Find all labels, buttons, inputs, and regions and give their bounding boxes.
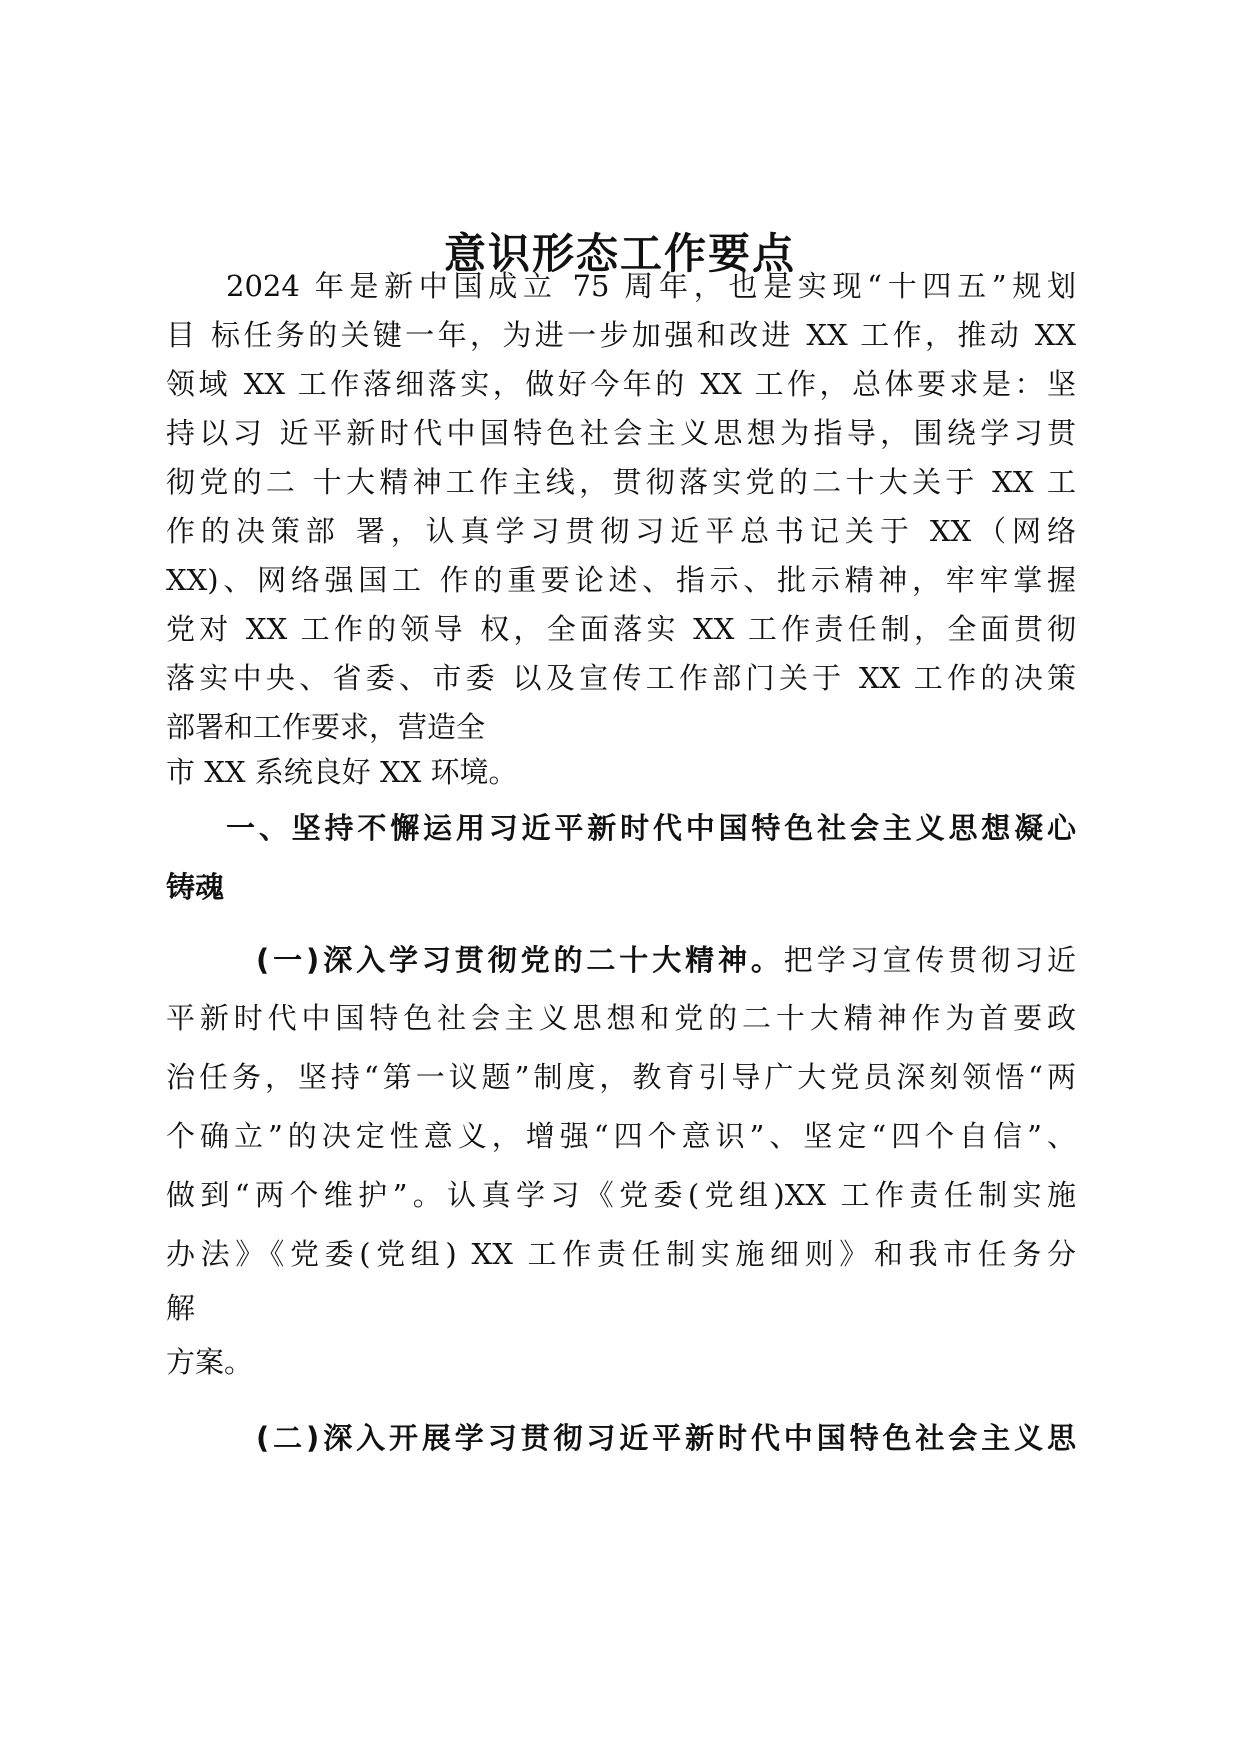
intro-line-5: 彻党的二 十大精神工作主线，贯彻落实党的二十大关于 XX 工 <box>166 465 1076 499</box>
subsection-1-line-2: 平新时代中国特色社会主义思想和党的二十大精神作为首要政 <box>166 1001 1076 1035</box>
subsection-1-first-line <box>256 940 1076 980</box>
subsection-1-line-5: 做到“两个维护”。认真学习《党委(党组)XX 工作责任制实施 <box>166 1178 1076 1212</box>
subsection-1-line-4: 个确立”的决定性意义，增强“四个意识”、坚定“四个自信”、 <box>166 1119 1076 1153</box>
intro-line-6: 作的决策部 署，认真学习贯彻习近平总书记关于 XX（网络 <box>166 514 1076 548</box>
intro-line-1: 2024 年是新中国成立 75 周年，也是实现“十四五”规划 <box>226 269 1076 303</box>
subsection-1-line-6: 办法》《党委(党组) XX 工作责任制实施细则》和我市任务分 <box>166 1237 1076 1271</box>
subsection-1-line-7: 解 <box>166 1291 196 1325</box>
document-title: 意识形态工作要点 <box>443 229 796 278</box>
intro-line-4: 持以习 近平新时代中国特色社会主义思想为指导，围绕学习贯 <box>166 416 1076 450</box>
subsection-1-first-line-text: 把学习宣传贯彻习近 <box>783 943 1076 977</box>
section-heading-1: 一、坚持不懈运用习近平新时代中国特色社会主义思想凝心 <box>226 811 1076 845</box>
subsection-1-line-3: 治任务，坚持“第一议题”制度，教育引导广大党员深刻领悟“两 <box>166 1060 1076 1094</box>
intro-line-10: 部署和工作要求，营造全 <box>166 710 486 744</box>
section-heading-1-cont: 铸魂 <box>166 870 225 904</box>
subsection-2-title: (二)深入开展学习贯彻习近平新时代中国特色社会主义思 <box>256 1421 1076 1455</box>
subsection-1-line-8: 方案。 <box>166 1345 254 1379</box>
intro-line-7: XX)、网络强国工 作的重要论述、指示、批示精神，牢牢掌握 <box>166 563 1076 597</box>
intro-line-3: 领域 XX 工作落细落实，做好今年的 XX 工作，总体要求是：坚 <box>166 367 1076 401</box>
intro-line-11: 市 XX 系统良好 XX 环境。 <box>166 755 518 789</box>
intro-line-2: 目 标任务的关键一年，为进一步加强和改进 XX 工作，推动 XX <box>166 318 1076 352</box>
subsection-1-title: (一)深入学习贯彻党的二十大精神。 <box>256 943 784 977</box>
intro-line-8: 党对 XX 工作的领导 权，全面落实 XX 工作责任制，全面贯彻 <box>166 612 1076 646</box>
intro-line-9: 落实中央、省委、市委 以及宣传工作部门关于 XX 工作的决策 <box>166 661 1076 695</box>
